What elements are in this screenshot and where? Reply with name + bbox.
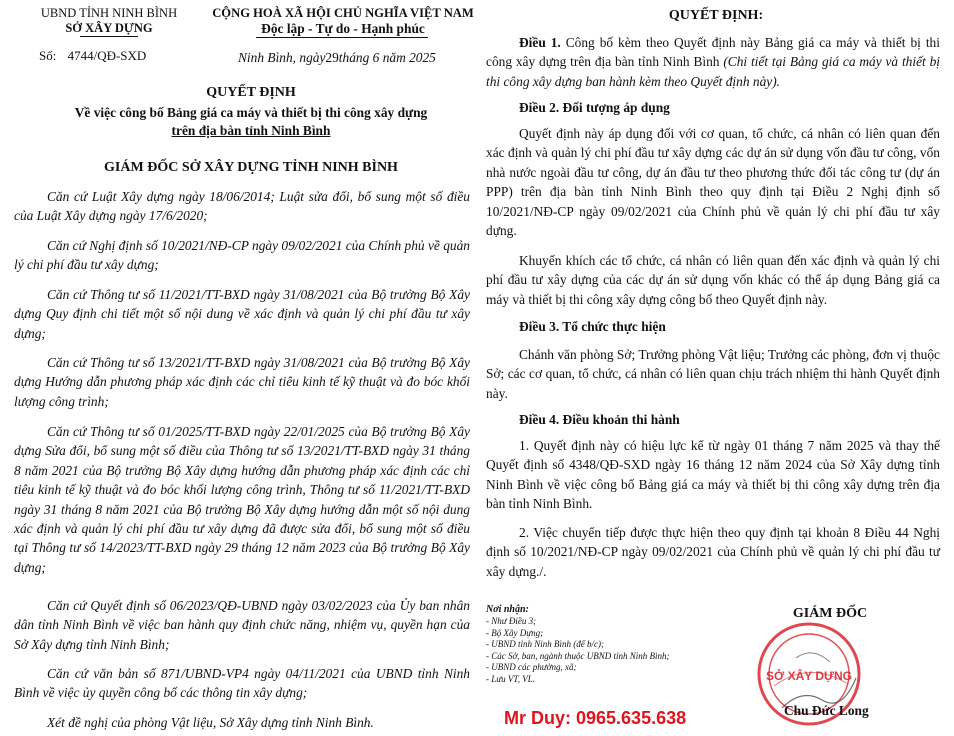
article-3-heading: Điều 3. Tổ chức thực hiện	[519, 319, 666, 334]
recipient-item: - UBND các phường, xã;	[486, 662, 577, 673]
nation-title: CỘNG HOÀ XÃ HỘI CHỦ NGHĨA VIỆT NAM	[212, 6, 474, 20]
preamble-5: Căn cứ Thông tư số 01/2025/TT-BXD ngày 22/01/2025 của Bộ trưởng Bộ Xây dựng Sửa đổi, bổ sung một số điều của Thông tư số 13/2021/TT-BXD ngày 31 tháng 8 năm 2021 của Bộ trưởng Bộ Xây dựng hướng dẫn phương pháp xác định các chỉ tiêu kinh tế kỹ thuật và đo bóc khối lượng công trình, Thông tư số 11/2021/TT-BXD ngày 31 tháng 8 năm 2021 của Bộ trưởng Bộ Xây dựng hướng dẫn một số nội dung xác định và quản lý chi phí đầu tư xây dựng đã được sửa đổi, bổ sung một số điều tại Thông tư số 14/2023/TT-BXD ngày 29 tháng 12 năm 2023 của Bộ trưởng Bộ Xây dựng;	[14, 424, 470, 575]
recipient-item: - Như Điều 3;	[486, 616, 537, 626]
article-2-para-1: Quyết định này áp dụng đối với cơ quan, tổ chức, cá nhân có liên quan đến xác định và quản lý chi phí đầu tư xây dựng các dự án sử dụng vốn đầu tư công, vốn nhà nước ngoài đầu tư công, dự án đầu tư theo phương thức đối tác công tư (dự án PPP) trên địa bàn tỉnh Ninh Bình theo quy định tại Điều 2 Nghị định số 10/2021/NĐ-CP ngày 09/02/2021 của Chính phủ về quản lý chi phí đầu tư xây dựng.	[486, 126, 940, 239]
org-name: SỞ XÂY DỰNG	[65, 21, 153, 35]
contact-watermark: Mr Duy: 0965.635.638	[504, 708, 687, 728]
org-parent: UBND TỈNH NINH BÌNH	[40, 6, 178, 20]
recipient-item: - Các Sở, ban, ngành thuộc UBND tỉnh Ninh Bình;	[486, 650, 670, 661]
article-4-heading: Điều 4. Điều khoản thi hành	[519, 412, 680, 427]
decision-heading: QUYẾT ĐỊNH:	[668, 8, 764, 23]
motto-underline	[256, 37, 428, 38]
issue-date: Ninh Bình, ngày29tháng 6 năm 2025	[238, 50, 436, 65]
preamble-7: Căn cứ văn bản số 871/UBND-VP4 ngày 04/11/2021 của UBND tỉnh Ninh Bình về việc ủy quyền công bố các thông tin xây dựng;	[14, 666, 470, 701]
article-2-para-2: Khuyến khích các tổ chức, cá nhân có liên quan đến xác định và quản lý chi phí đầu tư xây dựng của các dự án sử dụng vốn khác có thể áp dụng Bảng giá ca máy và thiết bị thi công xây dựng công bố theo Quyết định này.	[486, 253, 940, 307]
seal-text: SỞ XÂY DỰNG	[766, 669, 852, 683]
decision-label: QUYẾT ĐỊNH	[206, 85, 296, 100]
article-4-para-2: 2. Việc chuyển tiếp được thực hiện theo quy định tại khoản 8 Điều 44 Nghị định số 10/2021/NĐ-CP ngày 09/02/2021 của Chính phủ về quản lý chi phí đầu tư xây dựng./.	[486, 525, 940, 579]
recipients-label: Nơi nhận:	[486, 604, 529, 615]
signature-title: GIÁM ĐỐC	[792, 606, 868, 621]
signer-name: Chu Đức Long	[784, 703, 869, 718]
recipient-item: - UBND tỉnh Ninh Bình (để b/c);	[486, 639, 604, 650]
article-2-heading: Điều 2. Đối tượng áp dụng	[519, 100, 670, 115]
preamble-4: Căn cứ Thông tư số 13/2021/TT-BXD ngày 31/08/2021 của Bộ trưởng Bộ Xây dựng Hướng dẫn phương pháp xác định các chỉ tiêu kinh tế kỹ thuật và đo bóc khối lượng công trình;	[14, 355, 470, 409]
recipient-item: - Lưu VT, VL.	[486, 673, 535, 684]
decision-subject: Về việc công bố Bảng giá ca máy và thiết bị thi công xây dựng trên địa bàn tỉnh Ninh Bình	[74, 105, 428, 138]
article-1: Điều 1. Công bố kèm theo Quyết định này Bảng giá ca máy và thiết bị thi công xây dựng trên địa bàn tỉnh Ninh Bình (Chi tiết tại Bảng giá ca máy và thiết bị thi công xây dựng ban hành kèm theo Quyết định này).	[486, 35, 940, 89]
preamble-1: Căn cứ Luật Xây dựng ngày 18/06/2014; Luật sửa đổi, bổ sung một số điều của Luật Xây dựng ngày 17/6/2020;	[14, 189, 470, 224]
recipients	[486, 604, 716, 686]
document-number: Số: 4744/QĐ-SXD	[39, 48, 147, 63]
article-3-para-1: Chánh văn phòng Sở; Trưởng phòng Vật liệu; Trưởng các phòng, đơn vị thuộc Sở; các cơ quan, tổ chức, cá nhân có liên quan chịu trách nhiệm thi hành Quyết định này.	[486, 347, 940, 401]
motto: Độc lập - Tự do - Hạnh phúc	[261, 21, 425, 36]
preamble-6: Căn cứ Quyết định số 06/2023/QĐ-UBND ngày 03/02/2023 của Ủy ban nhân dân tỉnh Ninh Bình về việc ban hành quy định chức năng, nhiệm vụ, quyền hạn của Sở Xây dựng tỉnh Ninh Bình;	[14, 598, 470, 652]
recipient-item: - Bộ Xây Dựng;	[486, 627, 544, 638]
preamble-2: Căn cứ Nghị định số 10/2021/NĐ-CP ngày 09/02/2021 của Chính phủ về quản lý chi phí đầu tư xây dựng;	[14, 238, 470, 273]
org-underline	[80, 36, 138, 37]
header-right	[200, 6, 486, 37]
preamble-3: Căn cứ Thông tư số 11/2021/TT-BXD ngày 31/08/2021 của Bộ trưởng Bộ Xây dựng Quy định chi tiết một số nội dung về xác định và quản lý chi phí đầu tư xây dựng;	[14, 287, 470, 341]
issuer-title: GIÁM ĐỐC SỞ XÂY DỰNG TỈNH NINH BÌNH	[104, 160, 398, 175]
preamble-8: Xét đề nghị của phòng Vật liệu, Sở Xây dựng tỉnh Ninh Bình.	[47, 715, 374, 730]
header-left	[14, 6, 204, 36]
article-4-para-1: 1. Quyết định này có hiệu lực kể từ ngày 01 tháng 7 năm 2025 và thay thế Quyết định số 4348/QĐ-SXD ngày 16 tháng 12 năm 2024 của Sở Xây dựng tỉnh Ninh Bình về việc công bố Bảng giá ca máy và thiết bị thi công xây dựng trên địa bàn tỉnh Ninh Bình.	[486, 438, 940, 512]
